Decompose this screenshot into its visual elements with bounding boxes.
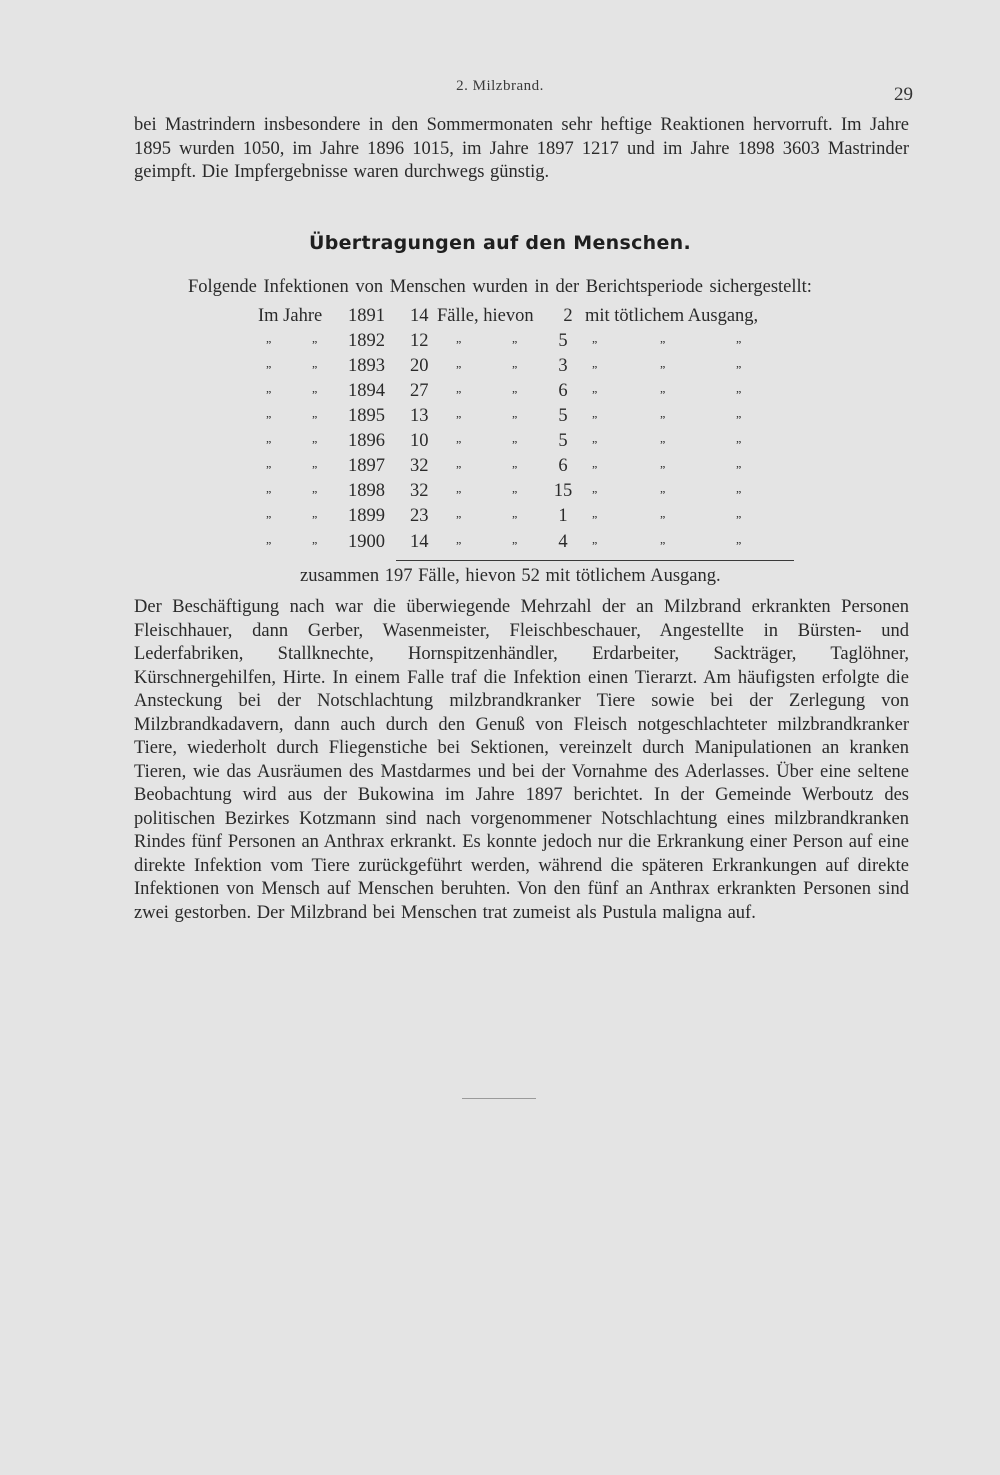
ditto-mark: „ bbox=[456, 331, 462, 345]
deaths-cell: 5 bbox=[558, 431, 568, 451]
deaths-cell: 5 bbox=[558, 331, 568, 351]
table-row bbox=[0, 306, 1000, 331]
table-row bbox=[0, 381, 1000, 406]
ditto-mark: „ bbox=[266, 406, 272, 420]
ditto-mark: „ bbox=[736, 356, 742, 370]
end-divider bbox=[462, 1098, 536, 1099]
ditto-mark: „ bbox=[312, 406, 318, 420]
ditto-mark: „ bbox=[456, 532, 462, 546]
ditto-mark: „ bbox=[266, 506, 272, 520]
ditto-mark: „ bbox=[512, 331, 518, 345]
ditto-mark: „ bbox=[512, 456, 518, 470]
ditto-mark: „ bbox=[266, 431, 272, 445]
ditto-mark: „ bbox=[312, 532, 318, 546]
year-cell: 1894 bbox=[348, 381, 385, 401]
ditto-mark: „ bbox=[456, 356, 462, 370]
ditto-mark: „ bbox=[456, 506, 462, 520]
cases-cell: 32 bbox=[410, 481, 429, 501]
ditto-mark: „ bbox=[592, 406, 598, 420]
deaths-cell: 5 bbox=[558, 406, 568, 426]
table-row bbox=[0, 431, 1000, 456]
table-intro: Folgende Infektionen von Menschen wurden in der Berichtsperiode sichergestellt: bbox=[188, 277, 812, 297]
table-row bbox=[0, 356, 1000, 381]
cases-cell: 13 bbox=[410, 406, 429, 426]
ditto-mark: „ bbox=[512, 506, 518, 520]
ditto-mark: „ bbox=[660, 532, 666, 546]
cases-cell: 14 bbox=[410, 306, 429, 326]
deaths-cell: 6 bbox=[558, 381, 568, 401]
row-mid-text: Fälle, hievon bbox=[437, 306, 534, 326]
paragraph-occupations: Der Beschäftigung nach war die überwiegende Mehrzahl der an Milzbrand erkrankten Personen Fleischhauer, dann Gerber, Wasenmeister, Fleischbeschauer, Angestellte in Bürsten- und Lederfabriken, Stallknechte, Hornspitzenhändler, Erdarbeiter, Sackträger, Taglöhner, Kürschnergehilfen, Hirte. In einem Falle traf die Infektion einen Tierarzt. Am häufigsten erfolgte die Ansteckung bei der Notschlachtung milzbrandkranker Tiere sowie bei der Zerlegung von Milzbrandkadavern, dann auch durch den Genuß von Fleisch notgeschlachteter milzbrandkranker Tiere, wiederholt durch Fliegenstiche bei Sektionen, vereinzelt durch Manipulationen an kranken Tieren, wie das Ausräumen des Mastdarmes und bei der Vornahme des Aderlasses. Über eine seltene Beobachtung wird aus der Bukowina im Jahre 1897 berichtet. In der Gemeinde Werboutz des politischen Bezirkes Kotzmann sind nach vorgenommener Notschlachtung eines milzbrandkranken Rindes fünf Personen an Anthrax erkrankt. Es konnte jedoch nur die Erkrankung einer Person auf eine direkte Infektion vom Tiere zurückgeführt werden, während die späteren Erkrankungen auf direkte Infektionen von Mensch auf Menschen beruhten. Von den fünf an Anthrax erkrankten Personen sind zwei gestorben. Der Milzbrand bei Menschen trat zumeist als Pustula maligna auf. bbox=[134, 597, 909, 923]
cases-cell: 12 bbox=[410, 331, 429, 351]
ditto-mark: „ bbox=[512, 481, 518, 495]
year-cell: 1899 bbox=[348, 506, 385, 526]
year-cell: 1898 bbox=[348, 481, 385, 501]
ditto-mark: „ bbox=[512, 356, 518, 370]
ditto-mark: „ bbox=[736, 406, 742, 420]
ditto-mark: „ bbox=[592, 456, 598, 470]
ditto-mark: „ bbox=[592, 381, 598, 395]
ditto-mark: „ bbox=[312, 481, 318, 495]
cases-cell: 32 bbox=[410, 456, 429, 476]
ditto-mark: „ bbox=[312, 356, 318, 370]
row-label: Im Jahre bbox=[258, 306, 323, 326]
ditto-mark: „ bbox=[312, 456, 318, 470]
ditto-mark: „ bbox=[592, 481, 598, 495]
ditto-mark: „ bbox=[512, 431, 518, 445]
ditto-mark: „ bbox=[266, 532, 272, 546]
ditto-mark: „ bbox=[736, 481, 742, 495]
row-end-text: mit tötlichem Ausgang, bbox=[585, 306, 759, 326]
ditto-mark: „ bbox=[736, 456, 742, 470]
ditto-mark: „ bbox=[266, 456, 272, 470]
table-row bbox=[0, 481, 1000, 506]
cases-cell: 20 bbox=[410, 356, 429, 376]
ditto-mark: „ bbox=[456, 456, 462, 470]
ditto-mark: „ bbox=[512, 532, 518, 546]
year-cell: 1891 bbox=[348, 306, 385, 326]
ditto-mark: „ bbox=[592, 331, 598, 345]
ditto-mark: „ bbox=[660, 381, 666, 395]
ditto-mark: „ bbox=[592, 431, 598, 445]
ditto-mark: „ bbox=[736, 532, 742, 546]
table-row bbox=[0, 506, 1000, 531]
year-cell: 1893 bbox=[348, 356, 385, 376]
ditto-mark: „ bbox=[266, 356, 272, 370]
cases-cell: 14 bbox=[410, 532, 429, 552]
ditto-mark: „ bbox=[456, 406, 462, 420]
ditto-mark: „ bbox=[736, 431, 742, 445]
ditto-mark: „ bbox=[266, 481, 272, 495]
ditto-mark: „ bbox=[456, 481, 462, 495]
ditto-mark: „ bbox=[592, 356, 598, 370]
ditto-mark: „ bbox=[312, 381, 318, 395]
ditto-mark: „ bbox=[266, 381, 272, 395]
total-line: zusammen 197 Fälle, hievon 52 mit tötlichem Ausgang. bbox=[300, 566, 721, 586]
ditto-mark: „ bbox=[592, 532, 598, 546]
ditto-mark: „ bbox=[736, 381, 742, 395]
ditto-mark: „ bbox=[736, 506, 742, 520]
ditto-mark: „ bbox=[660, 356, 666, 370]
year-cell: 1897 bbox=[348, 456, 385, 476]
ditto-mark: „ bbox=[660, 431, 666, 445]
ditto-mark: „ bbox=[660, 456, 666, 470]
page-number: 29 bbox=[894, 84, 913, 105]
cases-cell: 10 bbox=[410, 431, 429, 451]
ditto-mark: „ bbox=[736, 331, 742, 345]
ditto-mark: „ bbox=[592, 506, 598, 520]
deaths-cell: 3 bbox=[558, 356, 568, 376]
deaths-cell: 15 bbox=[553, 481, 573, 501]
ditto-mark: „ bbox=[660, 481, 666, 495]
year-cell: 1900 bbox=[348, 532, 385, 552]
ditto-mark: „ bbox=[512, 381, 518, 395]
cases-cell: 27 bbox=[410, 381, 429, 401]
deaths-cell: 6 bbox=[558, 456, 568, 476]
ditto-mark: „ bbox=[456, 381, 462, 395]
section-heading: Übertragungen auf den Menschen. bbox=[308, 232, 692, 254]
paragraph-vaccination: bei Mastrindern insbesondere in den Sommermonaten sehr heftige Reaktionen hervorruft. Im Jahre 1895 wurden 1050, im Jahre 1896 1015, im Jahre 1897 1217 und im Jahre 1898 3603 Mastrinder geimpft. Die Impfergebnisse waren durchwegs günstig. bbox=[134, 115, 909, 182]
table-row bbox=[0, 532, 1000, 557]
running-header: 2. Milzbrand. bbox=[456, 78, 544, 94]
table-row bbox=[0, 406, 1000, 431]
ditto-mark: „ bbox=[456, 431, 462, 445]
ditto-mark: „ bbox=[660, 506, 666, 520]
deaths-cell: 2 bbox=[563, 306, 573, 326]
cases-cell: 23 bbox=[410, 506, 429, 526]
ditto-mark: „ bbox=[312, 506, 318, 520]
sum-rule bbox=[396, 560, 794, 561]
ditto-mark: „ bbox=[512, 406, 518, 420]
table-row bbox=[0, 331, 1000, 356]
deaths-cell: 1 bbox=[558, 506, 568, 526]
year-cell: 1895 bbox=[348, 406, 385, 426]
ditto-mark: „ bbox=[266, 331, 272, 345]
ditto-mark: „ bbox=[660, 331, 666, 345]
deaths-cell: 4 bbox=[558, 532, 568, 552]
ditto-mark: „ bbox=[660, 406, 666, 420]
year-cell: 1896 bbox=[348, 431, 385, 451]
table-row bbox=[0, 456, 1000, 481]
ditto-mark: „ bbox=[312, 331, 318, 345]
year-cell: 1892 bbox=[348, 331, 385, 351]
ditto-mark: „ bbox=[312, 431, 318, 445]
